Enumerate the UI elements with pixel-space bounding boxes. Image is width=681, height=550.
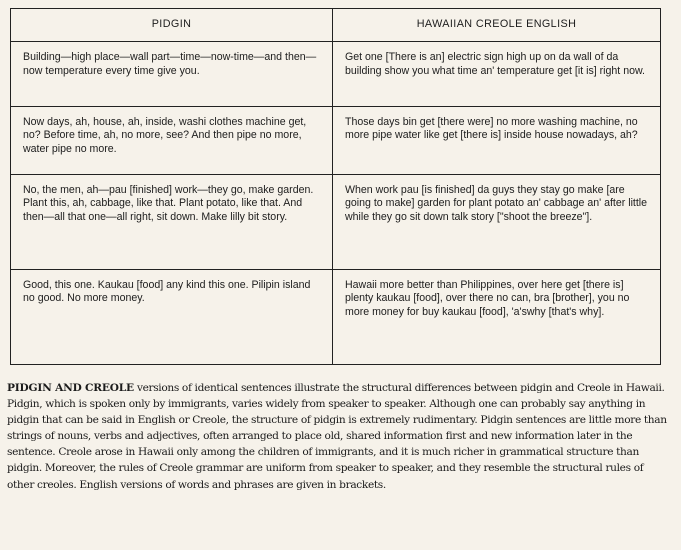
header-creole: HAWAIIAN CREOLE ENGLISH	[333, 9, 661, 42]
caption-lead: PIDGIN AND CREOLE	[7, 382, 134, 394]
creole-cell: Hawaii more better than Philippines, over here get [there is] plenty kaukau [food], over there no can, bra [brother], you no more money for buy kaukau [food], 'a'swhy [that's why].	[333, 269, 661, 364]
caption-text: versions of identical sentences illustrate the structural differences between pidgin and Creole in Hawaii. Pidgin, which is spoken only by immigrants, varies widely from speaker to speaker. Although one can probably say anything in pidgin that can be said in English or Creole, the structure of pidgin is extremely rudimentary. Pidgin sentences are little more than strings of nouns, verbs and adjectives, often arranged to place old, shared information first and new information later in the sentence. Creole arose in Hawaii only among the children of immigrants, and it is much richer in grammatical structure than pidgin. Moreover, the rules of Creole grammar are uniform from speaker to speaker, and they resemble the structural rules of other creoles. English versions of words and phrases are given in brackets.	[7, 382, 667, 491]
header-pidgin: PIDGIN	[11, 9, 333, 42]
table-row	[11, 42, 661, 107]
pidgin-cell: Now days, ah, house, ah, inside, washi clothes machine get, no? Before time, ah, no more, see? And then pipe no more, water pipe no more.	[11, 106, 333, 174]
creole-cell: When work pau [is finished] da guys they stay go make [are going to make] garden for plant potato an' cabbage an' after little while they go sit down talk story ["shoot the breeze"].	[333, 174, 661, 269]
table-row	[11, 174, 661, 269]
table-row	[11, 106, 661, 174]
comparison-table	[10, 8, 661, 365]
pidgin-cell: No, the men, ah—pau [finished] work—they go, make garden. Plant this, ah, cabbage, like that. Plant potato, like that. And then—all that one—all right, sit down. Make lilly bit story.	[11, 174, 333, 269]
table-row	[11, 269, 661, 364]
creole-cell: Get one [There is an] electric sign high up on da wall of da building show you what time an' temperature get [it is] right now.	[333, 42, 661, 107]
creole-cell: Those days bin get [there were] no more washing machine, no more pipe water like get [there is] inside house nowadays, ah?	[333, 106, 661, 174]
figure-caption	[7, 380, 669, 493]
pidgin-cell: Building—high place—wall part—time—now-time—and then—now temperature every time give you.	[11, 42, 333, 107]
header-row	[11, 9, 661, 42]
pidgin-cell: Good, this one. Kaukau [food] any kind this one. Pilipin island no good. No more money.	[11, 269, 333, 364]
